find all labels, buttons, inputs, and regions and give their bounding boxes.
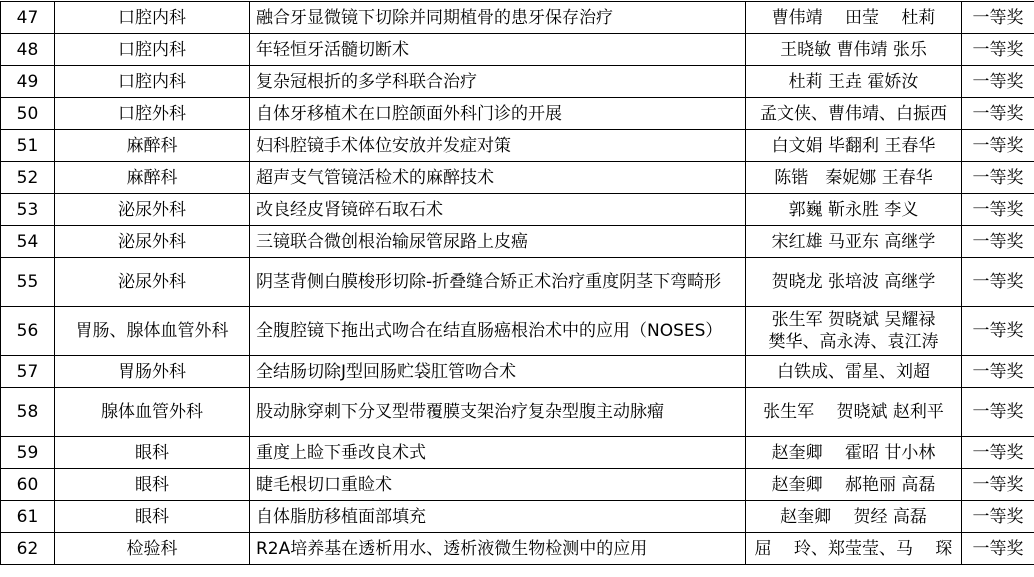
award-cell xyxy=(962,34,1034,66)
row-number-text: 48 xyxy=(17,40,39,60)
project-title-cell xyxy=(250,533,746,565)
award-cell xyxy=(962,437,1034,469)
authors-cell-text: 王晓敏 曹伟靖 张乐 xyxy=(749,39,958,61)
project-title-cell xyxy=(250,356,746,388)
department-cell-text: 麻醉科 xyxy=(127,168,178,188)
authors-cell-text: 郭巍 靳永胜 李义 xyxy=(749,199,958,221)
authors-cell xyxy=(746,34,962,66)
authors-cell xyxy=(746,533,962,565)
row-number-text: 62 xyxy=(17,539,39,559)
award-cell xyxy=(962,388,1034,437)
table-row xyxy=(1,307,1034,356)
project-title-cell xyxy=(250,437,746,469)
award-cell-text: 一等奖 xyxy=(973,507,1024,527)
project-title-cell xyxy=(250,130,746,162)
authors-cell-text: 杜莉 王垚 霍娇汝 xyxy=(749,71,958,93)
department-cell-text: 检验科 xyxy=(127,539,178,559)
table-row xyxy=(1,66,1034,98)
department-cell xyxy=(55,501,250,533)
row-number xyxy=(1,356,55,388)
award-cell xyxy=(962,130,1034,162)
row-number xyxy=(1,307,55,356)
row-number xyxy=(1,66,55,98)
authors-cell-text: 宋红雄 马亚东 高继学 xyxy=(749,231,958,253)
table-row xyxy=(1,194,1034,226)
table-row xyxy=(1,469,1034,501)
authors-cell xyxy=(746,307,962,356)
row-number-text: 59 xyxy=(17,443,39,463)
table-row xyxy=(1,34,1034,66)
project-title-cell-text: R2A培养基在透析用水、透析液微生物检测中的应用 xyxy=(256,538,742,560)
award-cell xyxy=(962,162,1034,194)
project-title-cell-text: 年轻恒牙活髓切断术 xyxy=(256,39,742,61)
award-cell-text: 一等奖 xyxy=(973,104,1024,124)
authors-cell xyxy=(746,194,962,226)
project-title-cell-text: 重度上睑下垂改良术式 xyxy=(256,442,742,464)
table-row xyxy=(1,162,1034,194)
authors-cell-text: 白文娟 毕翻利 王春华 xyxy=(749,135,958,157)
project-title-cell-text: 自体牙移植术在口腔颌面外科门诊的开展 xyxy=(256,103,742,125)
row-number-text: 57 xyxy=(17,362,39,382)
project-title-cell xyxy=(250,34,746,66)
awards-table-body xyxy=(1,2,1034,565)
award-cell-text: 一等奖 xyxy=(973,402,1024,422)
authors-cell xyxy=(746,2,962,34)
project-title-cell xyxy=(250,66,746,98)
award-cell-text: 一等奖 xyxy=(973,539,1024,559)
department-cell xyxy=(55,2,250,34)
row-number xyxy=(1,258,55,307)
authors-cell-text: 赵奎卿 郝艳丽 高磊 xyxy=(749,474,958,496)
department-cell xyxy=(55,258,250,307)
department-cell xyxy=(55,226,250,258)
authors-cell xyxy=(746,388,962,437)
department-cell-text: 胃肠外科 xyxy=(118,362,186,382)
department-cell xyxy=(55,469,250,501)
department-cell xyxy=(55,130,250,162)
row-number xyxy=(1,194,55,226)
department-cell xyxy=(55,34,250,66)
row-number xyxy=(1,130,55,162)
award-cell xyxy=(962,66,1034,98)
award-cell-text: 一等奖 xyxy=(973,272,1024,292)
project-title-cell xyxy=(250,98,746,130)
row-number xyxy=(1,34,55,66)
table-row xyxy=(1,533,1034,565)
project-title-cell xyxy=(250,194,746,226)
row-number xyxy=(1,533,55,565)
row-number-text: 47 xyxy=(17,8,39,28)
award-cell-text: 一等奖 xyxy=(973,362,1024,382)
authors-cell xyxy=(746,130,962,162)
row-number xyxy=(1,98,55,130)
authors-cell-text: 屈 玲、郑莹莹、马 琛 xyxy=(749,538,958,560)
authors-cell-text: 赵奎卿 贺经 高磊 xyxy=(749,506,958,528)
table-row xyxy=(1,388,1034,437)
table-row xyxy=(1,130,1034,162)
row-number-text: 53 xyxy=(17,200,39,220)
authors-cell-text: 张生军 贺晓斌 吴耀禄 樊华、高永涛、袁江涛 xyxy=(749,309,958,353)
project-title-cell-text: 融合牙显微镜下切除并同期植骨的患牙保存治疗 xyxy=(256,7,742,29)
project-title-cell-text: 改良经皮肾镜碎石取石术 xyxy=(256,199,742,221)
row-number-text: 60 xyxy=(17,475,39,495)
project-title-cell xyxy=(250,258,746,307)
department-cell-text: 口腔内科 xyxy=(118,72,186,92)
row-number-text: 50 xyxy=(17,104,39,124)
project-title-cell-text: 复杂冠根折的多学科联合治疗 xyxy=(256,71,742,93)
department-cell-text: 泌尿外科 xyxy=(118,272,186,292)
department-cell-text: 口腔内科 xyxy=(118,40,186,60)
authors-cell xyxy=(746,258,962,307)
authors-cell xyxy=(746,98,962,130)
department-cell-text: 口腔内科 xyxy=(118,8,186,28)
award-cell xyxy=(962,356,1034,388)
award-cell xyxy=(962,469,1034,501)
award-cell xyxy=(962,98,1034,130)
table-row xyxy=(1,258,1034,307)
row-number-text: 56 xyxy=(17,321,39,341)
project-title-cell-text: 自体脂肪移植面部填充 xyxy=(256,506,742,528)
project-title-cell xyxy=(250,162,746,194)
authors-cell-text: 张生军 贺晓斌 赵利平 xyxy=(749,401,958,423)
award-cell xyxy=(962,307,1034,356)
award-cell xyxy=(962,501,1034,533)
award-cell-text: 一等奖 xyxy=(973,72,1024,92)
award-cell-text: 一等奖 xyxy=(973,321,1024,341)
award-cell-text: 一等奖 xyxy=(973,136,1024,156)
authors-cell-text: 孟文侠、曹伟靖、白振西 xyxy=(749,103,958,125)
department-cell-text: 眼科 xyxy=(135,475,169,495)
authors-cell-text: 陈锴 秦妮娜 王春华 xyxy=(749,167,958,189)
award-cell xyxy=(962,2,1034,34)
award-cell-text: 一等奖 xyxy=(973,475,1024,495)
award-cell xyxy=(962,194,1034,226)
project-title-cell-text: 阴茎背侧白膜梭形切除-折叠缝合矫正术治疗重度阴茎下弯畸形 xyxy=(256,271,742,293)
row-number xyxy=(1,226,55,258)
authors-cell xyxy=(746,356,962,388)
authors-cell-text: 曹伟靖 田莹 杜莉 xyxy=(749,7,958,29)
table-row xyxy=(1,2,1034,34)
award-cell xyxy=(962,226,1034,258)
row-number-text: 61 xyxy=(17,507,39,527)
row-number xyxy=(1,162,55,194)
project-title-cell-text: 股动脉穿刺下分叉型带覆膜支架治疗复杂型腹主动脉瘤 xyxy=(256,401,742,423)
project-title-cell xyxy=(250,2,746,34)
award-cell xyxy=(962,258,1034,307)
award-cell-text: 一等奖 xyxy=(973,200,1024,220)
row-number-text: 52 xyxy=(17,168,39,188)
authors-cell-text: 赵奎卿 霍昭 甘小林 xyxy=(749,442,958,464)
department-cell-text: 麻醉科 xyxy=(127,136,178,156)
row-number-text: 58 xyxy=(17,402,39,422)
table-row xyxy=(1,98,1034,130)
awards-table xyxy=(0,1,1034,565)
table-row xyxy=(1,437,1034,469)
table-row xyxy=(1,226,1034,258)
project-title-cell-text: 睫毛根切口重睑术 xyxy=(256,474,742,496)
project-title-cell-text: 超声支气管镜活检术的麻醉技术 xyxy=(256,167,742,189)
department-cell-text: 腺体血管外科 xyxy=(101,402,203,422)
row-number-text: 51 xyxy=(17,136,39,156)
authors-cell xyxy=(746,162,962,194)
authors-cell xyxy=(746,226,962,258)
table-row xyxy=(1,356,1034,388)
department-cell xyxy=(55,533,250,565)
project-title-cell xyxy=(250,388,746,437)
authors-cell xyxy=(746,437,962,469)
department-cell-text: 胃肠、腺体血管外科 xyxy=(76,321,229,341)
authors-cell-text: 白铁成、雷星、刘超 xyxy=(749,361,958,383)
department-cell-text: 泌尿外科 xyxy=(118,232,186,252)
department-cell-text: 泌尿外科 xyxy=(118,200,186,220)
table-row xyxy=(1,501,1034,533)
department-cell xyxy=(55,356,250,388)
department-cell xyxy=(55,388,250,437)
authors-cell xyxy=(746,469,962,501)
department-cell xyxy=(55,98,250,130)
authors-cell xyxy=(746,501,962,533)
award-cell-text: 一等奖 xyxy=(973,443,1024,463)
row-number xyxy=(1,388,55,437)
award-cell-text: 一等奖 xyxy=(973,232,1024,252)
project-title-cell xyxy=(250,226,746,258)
department-cell xyxy=(55,162,250,194)
row-number xyxy=(1,2,55,34)
authors-cell xyxy=(746,66,962,98)
row-number xyxy=(1,437,55,469)
project-title-cell xyxy=(250,469,746,501)
department-cell-text: 口腔外科 xyxy=(118,104,186,124)
project-title-cell xyxy=(250,501,746,533)
department-cell-text: 眼科 xyxy=(135,443,169,463)
award-cell-text: 一等奖 xyxy=(973,8,1024,28)
department-cell xyxy=(55,437,250,469)
department-cell xyxy=(55,194,250,226)
authors-cell-text: 贺晓龙 张培波 高继学 xyxy=(749,271,958,293)
row-number-text: 54 xyxy=(17,232,39,252)
row-number xyxy=(1,469,55,501)
project-title-cell-text: 妇科腔镜手术体位安放并发症对策 xyxy=(256,135,742,157)
project-title-cell-text: 三镜联合微创根治输尿管尿路上皮癌 xyxy=(256,231,742,253)
project-title-cell xyxy=(250,307,746,356)
department-cell xyxy=(55,307,250,356)
project-title-cell-text: 全结肠切除J型回肠贮袋肛管吻合术 xyxy=(256,361,742,383)
row-number-text: 55 xyxy=(17,272,39,292)
award-cell xyxy=(962,533,1034,565)
row-number xyxy=(1,501,55,533)
row-number-text: 49 xyxy=(17,72,39,92)
award-cell-text: 一等奖 xyxy=(973,168,1024,188)
project-title-cell-text: 全腹腔镜下拖出式吻合在结直肠癌根治术中的应用（NOSES） xyxy=(256,320,742,342)
department-cell xyxy=(55,66,250,98)
department-cell-text: 眼科 xyxy=(135,507,169,527)
award-cell-text: 一等奖 xyxy=(973,40,1024,60)
